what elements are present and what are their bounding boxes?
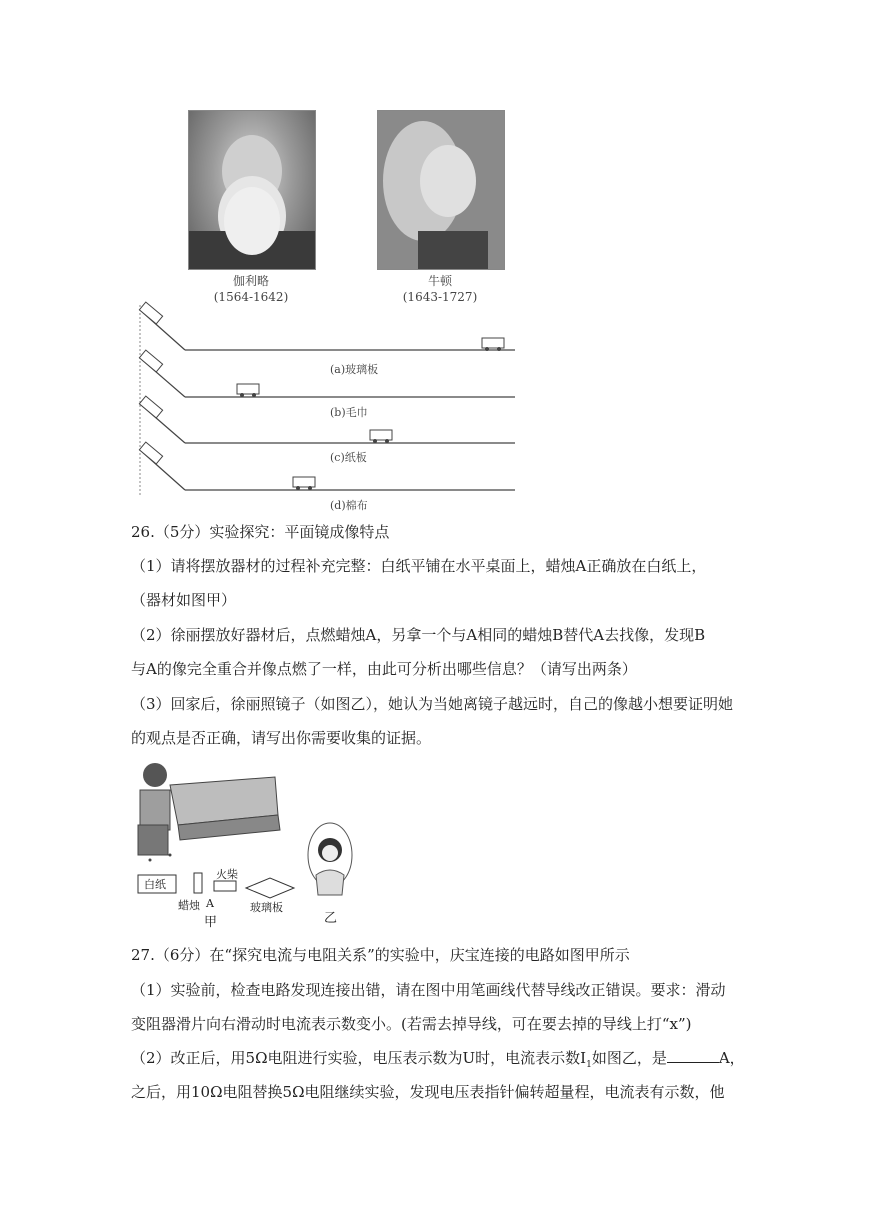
- label-candle: 蜡烛: [178, 899, 200, 912]
- label-white-paper: 白纸: [144, 878, 166, 891]
- q26-part1-line1: （1）请将摆放器材的过程补充完整：白纸平铺在水平桌面上，蜡烛A正确放在白纸上，: [131, 557, 707, 575]
- q27-part2-line1: [131, 1048, 745, 1075]
- q27-answer-blank[interactable]: [667, 1048, 719, 1063]
- ramp-b: [139, 350, 515, 397]
- ramp-a: [139, 302, 515, 351]
- ramps-figure: [130, 300, 520, 500]
- q26-title: 26.（5分）实验探究：平面镜成像特点: [131, 523, 390, 541]
- newton-name: 牛顿: [427, 274, 452, 288]
- label-yi: 乙: [324, 911, 338, 926]
- q26-part2-line1: （2）徐丽摆放好器材后，点燃蜡烛A，另拿一个与A相同的蜡烛B替代A去找像，发现B: [131, 626, 706, 644]
- q27-part2-text-b: 如图乙，是: [591, 1049, 667, 1067]
- ramp-c: [139, 396, 515, 443]
- newton-years: (1643-1727): [402, 290, 478, 304]
- candle-shape: [194, 873, 202, 893]
- label-jia: 甲: [204, 915, 218, 930]
- q27-part1-line1: （1）实验前，检查电路发现连接出错，请在图中用笔画线代替导线改正错误。要求：滑动: [131, 981, 726, 999]
- matches-box: [214, 881, 236, 891]
- label-matches: 火柴: [216, 868, 238, 881]
- q27-part2-line2: 之后，用10Ω电阻替换5Ω电阻继续实验，发现电压表指针偏转超量程，电流表有示数，他: [131, 1083, 725, 1101]
- ramp-d: [139, 442, 515, 490]
- galileo-name: 伽利略: [232, 274, 269, 288]
- galileo-portrait-art: [189, 111, 315, 269]
- q26-part2-line2: 与A的像完全重合并像点燃了一样，由此可分析出哪些信息？（请写出两条）: [131, 660, 637, 678]
- ramp-label-d: (d)棉布: [330, 499, 368, 512]
- galileo-years: (1564-1642): [213, 290, 289, 304]
- ramp-label-c: (c)纸板: [330, 451, 367, 464]
- q27-part2-subscript: 1: [586, 1060, 592, 1070]
- newton-portrait-art: [378, 111, 504, 269]
- q26-part3-line2: 的观点是否正确，请写出你需要收集的证据。: [131, 729, 432, 747]
- q27-part2-text-c: A，: [718, 1049, 745, 1067]
- q27-part2-text-a: （2）改正后，用5Ω电阻进行实验，电压表示数为U时，电流表示数I: [131, 1049, 587, 1067]
- glass-plate-shape: [246, 878, 294, 898]
- q26-part3-line1: （3）回家后，徐丽照镜子（如图乙），她认为当她离镜子越远时，自己的像越小想要证明她: [131, 695, 734, 713]
- label-glass: 玻璃板: [250, 901, 283, 914]
- label-candle-letter: A: [206, 897, 214, 910]
- newton-portrait: [377, 110, 505, 270]
- q27-title: 27.（6分）在“探究电流与电阻关系”的实验中，庆宝连接的电路如图甲所示: [131, 946, 630, 964]
- ramp-label-a: (a)玻璃板: [330, 363, 379, 376]
- q27-part1-line2: 变阻器滑片向右滑动时电流表示数变小。(若需去掉导线，可在要去掉的导线上打“x”): [131, 1015, 692, 1033]
- student-at-desk: [138, 763, 280, 862]
- girl-in-mirror: [308, 823, 352, 895]
- q26-part1-line2: （器材如图甲）: [131, 591, 237, 609]
- galileo-portrait: [188, 110, 316, 270]
- ramp-label-b: (b)毛巾: [330, 406, 368, 419]
